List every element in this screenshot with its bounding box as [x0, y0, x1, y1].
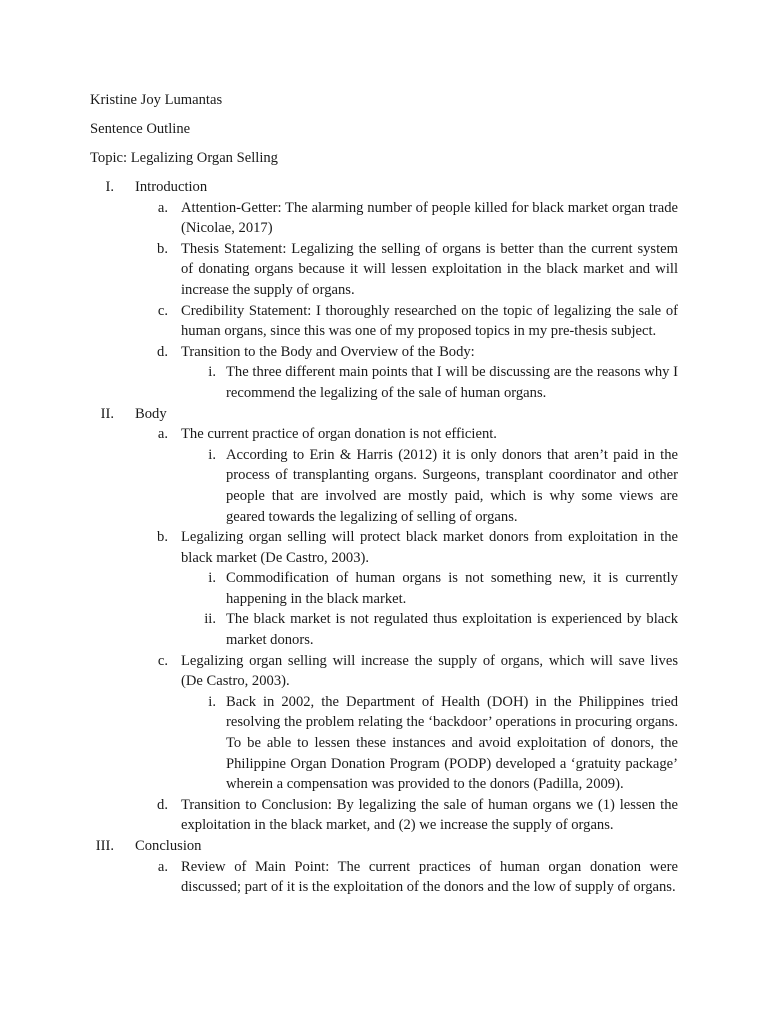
outline-section: [0, 177, 768, 198]
author-name: Kristine Joy Lumantas: [90, 92, 223, 108]
outline-subpoint: [0, 362, 768, 403]
outline-subpoint: [0, 692, 768, 795]
outline-point: [0, 651, 768, 692]
sentence-outline: [0, 177, 768, 898]
outline-subpoint: [0, 609, 768, 650]
point-marker: a.: [157, 199, 168, 216]
subpoint-marker: i.: [208, 693, 216, 710]
outline-section: [0, 404, 768, 425]
subpoint-text: The black market is not regulated thus exploitation is experienced by black market donors.: [226, 611, 678, 649]
section-heading: Introduction: [135, 179, 208, 195]
subpoint-text: Back in 2002, the Department of Health (DOH) in the Philippines tried resolving the problem relating the ‘backdoor’ operations in procuring organs. To be able to lessen these instances and avoid exploitation of donors, the Philippine Organ Donation Program (PODP) developed a ‘gratuity package’ wherein a compensation was provided to the donors (Padilla, 2009).: [226, 693, 678, 793]
point-marker: b.: [157, 240, 168, 257]
point-text: The current practice of organ donation is not efficient.: [181, 426, 497, 443]
section-heading: Conclusion: [135, 838, 202, 854]
point-marker: b.: [157, 529, 168, 546]
point-marker: c.: [157, 652, 168, 669]
outline-point: [0, 424, 768, 445]
point-text: Legalizing organ selling will increase the supply of organs, which will save lives (De Castro, 2003).: [181, 652, 678, 690]
section-heading: Body: [135, 405, 167, 422]
section-numeral: I.: [105, 179, 114, 195]
point-text: Credibility Statement: I thoroughly researched on the topic of legalizing the sale of human organs, since this was one of my proposed topics in my pre-thesis subject.: [181, 302, 678, 340]
point-text: Transition to the Body and Overview of the Body:: [181, 343, 475, 360]
outline-point: [0, 301, 768, 342]
document-title: Sentence Outline: [90, 121, 191, 137]
subpoint-text: Commodification of human organs is not something new, it is currently happening in the black market.: [226, 570, 678, 607]
subpoint-marker: i.: [208, 364, 216, 381]
point-marker: d.: [157, 796, 168, 813]
subpoint-marker: ii.: [204, 611, 216, 628]
outline-subpoint: [0, 568, 768, 609]
point-text: Attention-Getter: The alarming number of people killed for black market organ trade (Nicolae, 2017): [181, 199, 678, 237]
point-text: Legalizing organ selling will protect black market donors from exploitation in the black market (De Castro, 2003).: [181, 529, 678, 566]
point-marker: d.: [157, 343, 168, 360]
outline-point: [0, 857, 768, 898]
outline-subpoint: [0, 445, 768, 527]
point-marker: a.: [157, 426, 168, 443]
outline-point: [0, 795, 768, 836]
point-text: Review of Main Point: The current practices of human organ donation were discussed; part of it is the exploitation of the donors and the low of supply of organs.: [181, 858, 678, 896]
outline-point: [0, 198, 768, 239]
point-text: Thesis Statement: Legalizing the selling of organs is better than the current system of donating organs because it will lessen exploitation in the black market and will increase the supply of organs.: [181, 240, 678, 298]
subpoint-text: According to Erin & Harris (2012) it is only donors that aren’t paid in the process of transplanting organs. Surgeons, transplant coordinator and other people that are involved are mostly paid, which is why some views are geared towards the legalizing of selling of organs.: [226, 446, 678, 525]
outline-point: [0, 527, 768, 568]
subpoint-marker: i.: [208, 570, 216, 587]
point-marker: a.: [157, 858, 168, 875]
point-marker: c.: [157, 302, 168, 319]
section-numeral: II.: [100, 405, 114, 422]
outline-point: [0, 239, 768, 301]
section-numeral: III.: [95, 838, 114, 854]
outline-section: [0, 836, 768, 857]
subpoint-marker: i.: [208, 446, 216, 463]
subpoint-text: The three different main points that I will be discussing are the reasons why I recommend the legalizing of the sale of human organs.: [226, 364, 678, 401]
outline-point: [0, 342, 768, 363]
topic-line: Topic: Legalizing Organ Selling: [90, 150, 278, 166]
point-text: Transition to Conclusion: By legalizing the sale of human organs we (1) lessen the exploitation in the black market, and (2) we increase the supply of organs.: [181, 796, 678, 834]
